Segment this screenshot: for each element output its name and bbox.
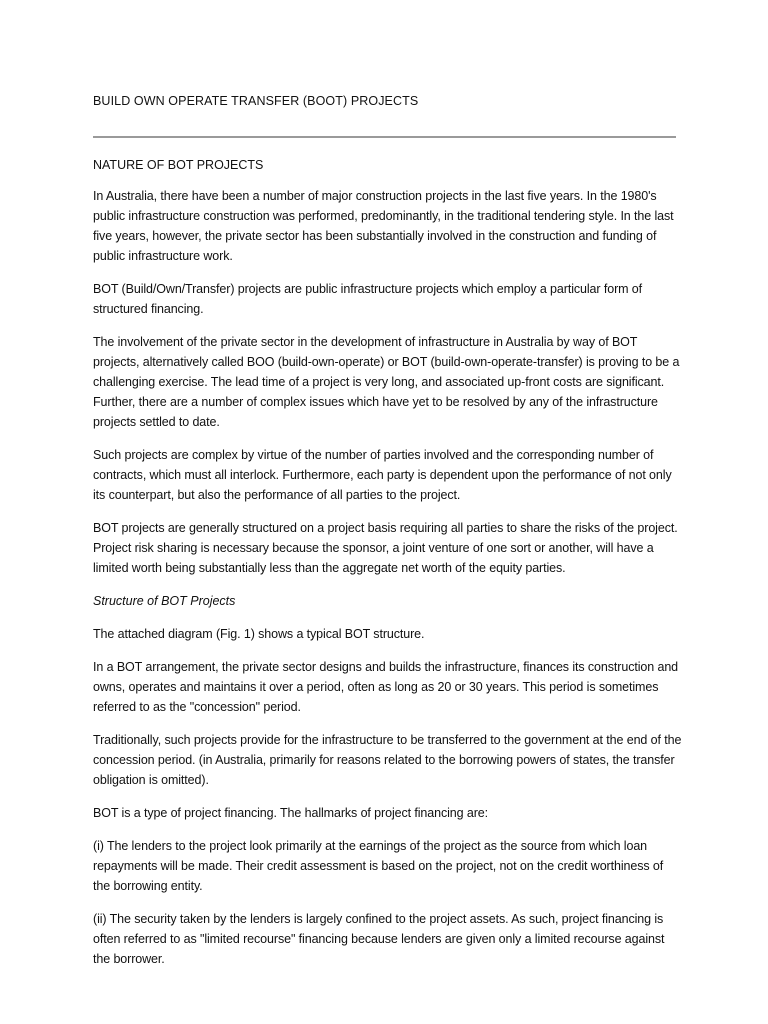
paragraph: Such projects are complex by virtue of the number of parties involved and the corresponding number of contracts, which must all interlock. Furthermore, each party is dependent upon the performance of not only its counterpart, but also the performance of all parties to the project. <box>93 448 672 502</box>
paragraph: BOT (Build/Own/Transfer) projects are public infrastructure projects which employ a particular form of structured financing. <box>93 282 643 316</box>
paragraph: In a BOT arrangement, the private sector designs and builds the infrastructure, finances its construction and owns, operates and maintains it over a period, often as long as 20 or 30 years. This period is sometimes referred to as the "concession" period. <box>93 660 679 714</box>
paragraph: The attached diagram (Fig. 1) shows a typical BOT structure. <box>93 627 425 641</box>
paragraph: In Australia, there have been a number of major construction projects in the last five years. In the 1980's public infrastructure construction was performed, predominantly, in the traditional tendering style. In the last five years, however, the private sector has been substantially involved in the construction and funding of public infrastructure work. <box>93 189 674 263</box>
paragraph: The involvement of the private sector in the development of infrastructure in Australia by way of BOT projects, alternatively called BOO (build-own-operate) or BOT (build-own-operate-transfer) is proving to be a challenging exercise. The lead time of a project is very long, and associated up-front costs are significant. Further, there are a number of complex issues which have yet to be resolved by any of the infrastructure projects settled to date. <box>93 335 680 429</box>
sub-heading: Structure of BOT Projects <box>93 594 236 608</box>
paragraph: (i) The lenders to the project look primarily at the earnings of the project as the source from which loan repayments will be made. Their credit assessment is based on the project, not on the credit worthiness of the borrowing entity. <box>93 839 664 893</box>
section-heading: NATURE OF BOT PROJECTS <box>93 158 264 172</box>
paragraph: BOT projects are generally structured on a project basis requiring all parties to share the risks of the project. Project risk sharing is necessary because the sponsor, a joint venture of one sort or another, will have a limited worth being substantially less than the aggregate net worth of the equity parties. <box>93 521 678 575</box>
document-body <box>93 158 683 982</box>
paragraph: BOT is a type of project financing. The hallmarks of project financing are: <box>93 806 489 820</box>
document-title: BUILD OWN OPERATE TRANSFER (BOOT) PROJECTS <box>93 94 419 108</box>
paragraph: Traditionally, such projects provide for the infrastructure to be transferred to the government at the end of the concession period. (in Australia, primarily for reasons related to the borrowing powers of states, the transfer obligation is omitted). <box>93 733 682 787</box>
paragraph: (ii) The security taken by the lenders is largely confined to the project assets. As such, project financing is often referred to as "limited recourse" financing because lenders are given only a limited recourse against the borrower. <box>93 912 665 966</box>
horizontal-rule <box>93 136 676 138</box>
